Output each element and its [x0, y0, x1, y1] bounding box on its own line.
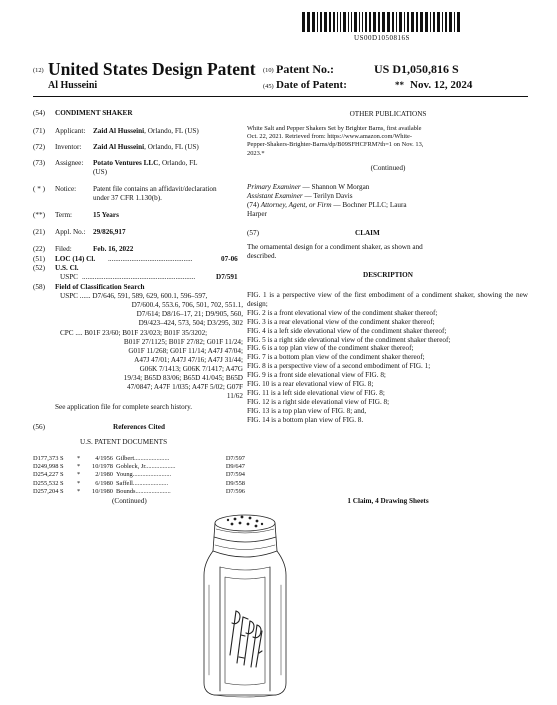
barcode-bar	[343, 12, 346, 32]
barcode-bar	[416, 12, 418, 32]
fig-description: FIG. 7 is a bottom plan view of the condiment shaker thereof;	[247, 353, 425, 362]
field-of-search-label: Field of Classification Search	[55, 283, 145, 291]
fig-description: FIG. 13 is a top plan view of FIG. 8; and,	[247, 406, 367, 415]
barcode-bar	[320, 12, 322, 32]
description-text	[247, 291, 528, 425]
applicant-value: Zaid Al Husseini, Orlando, FL (US)	[93, 127, 199, 135]
header-divider	[33, 96, 528, 97]
barcode-bar	[324, 12, 327, 32]
barcode-bar	[449, 12, 452, 32]
loc-label: LOC (14) Cl.	[55, 255, 96, 263]
assistant-examiner: Assistant Examiner — Terilyn Davis	[247, 192, 353, 200]
uspc-value: D7/591	[216, 273, 238, 281]
claims-count: 1 Claim, 4 Drawing Sheets	[347, 497, 429, 505]
barcode-bar	[411, 12, 414, 32]
field-58-code: (58)	[33, 283, 45, 291]
appl-no-label: Appl. No.:	[55, 228, 86, 236]
claim-title: CLAIM	[355, 229, 380, 237]
notice-code: ( * )	[33, 185, 45, 193]
barcode-bar	[362, 12, 363, 32]
filed-label: Filed:	[55, 245, 72, 253]
patent-type-title: United States Design Patent	[48, 59, 256, 79]
other-publications-text: White Salt and Pepper Shakers Set by Brighter Barns, first available Oct. 22, 2021. Retrieved from: https://www.amazon.com/White- Pepper-Shakers-Brighter-Barns/dp/B09SFHCFRM?th=1 on Nov. 13, 2023.*	[247, 125, 424, 157]
patent-number-label: Patent No.:	[276, 62, 334, 76]
barcode-bar	[312, 12, 315, 32]
barcode-bar	[382, 12, 385, 32]
fig-description: FIG. 9 is a front side elevational view of FIG. 8;	[247, 371, 386, 380]
barcode-bar	[333, 12, 335, 32]
inventor-label: Inventor:	[55, 143, 82, 151]
barcode-bar	[302, 12, 305, 32]
fig-description: FIG. 6 is a top plan view of the condiment shaker thereof;	[247, 344, 414, 353]
fig-description: FIG. 14 is a bottom plan view of FIG. 8.	[247, 415, 364, 424]
applicant-label: Applicant:	[55, 127, 86, 135]
barcode-bar	[396, 12, 397, 32]
barcode-bar	[433, 12, 435, 32]
design-title: CONDIMENT SHAKER	[55, 109, 133, 117]
loc-value: 07-06	[221, 255, 238, 263]
attorney-cont: Harper	[247, 210, 267, 218]
barcode-bar	[445, 12, 447, 32]
field-22-code: (22)	[33, 245, 45, 253]
fig-description: FIG. 2 is a front elevational view of the condiment shaker thereof;	[247, 308, 438, 317]
search-history-note: See application file for complete search history.	[55, 403, 193, 411]
fcs-uspc-lines: D7/600.4, 553.6, 706, 501, 702, 551.1, D7/614; D8/16–17, 21; D9/905, 560, D9/423–424, 573, 504; D3/295, 302	[131, 301, 243, 327]
claim-text: The ornamental design for a condiment shaker, as shown and described.	[247, 243, 423, 260]
fig-description: FIG. 11 is a left side elevational view of FIG. 8;	[247, 388, 385, 397]
barcode-bar	[378, 12, 380, 32]
fig-description: FIG. 10 is a rear elevational view of FIG. 8;	[247, 380, 374, 389]
reference-row: D177,373 S * 4/1956 Gilbert ...................... D7/597	[33, 455, 245, 462]
barcode-bar	[420, 12, 423, 32]
references-cited-label: References Cited	[113, 423, 165, 431]
references-continued: (Continued)	[112, 497, 147, 505]
uspc-label: USPC	[60, 273, 78, 281]
filed-value: Feb. 16, 2022	[93, 245, 134, 253]
barcode-bar	[437, 12, 440, 32]
term-label: Term:	[55, 211, 73, 219]
notice-label: Notice:	[55, 185, 77, 193]
us-patent-docs-label: U.S. PATENT DOCUMENTS	[80, 438, 168, 446]
barcode-bar	[425, 12, 428, 32]
barcode-bar	[404, 12, 405, 32]
barcode-bar	[359, 12, 360, 32]
date-stars: **	[395, 80, 404, 90]
date-of-patent-label: Date of Patent:	[276, 79, 347, 91]
barcode-bar	[387, 12, 390, 32]
field-56-code: (56)	[33, 423, 45, 431]
fcs-uspc-lead: USPC ...... D7/646, 591, 589, 629, 600.1, 596–597,	[60, 292, 208, 300]
barcode-bar	[354, 12, 357, 32]
reference-row: D254,227 S * 2/1980 Young ........................ D7/594	[33, 471, 245, 479]
field-73-code: (73)	[33, 159, 45, 167]
barcode-bar	[407, 12, 409, 32]
barcode-bars	[302, 12, 462, 32]
condiment-shaker-drawing	[190, 505, 300, 700]
reference-row: D249,998 S * 10/1978 Gobleck, Jr. .................. D9/647	[33, 463, 245, 471]
barcode-bar	[329, 12, 331, 32]
barcode-bar	[307, 12, 310, 32]
fig-description: FIG. 8 is a perspective view of a second embodiment of FIG. 1;	[247, 362, 431, 371]
header-code-10: (10)	[263, 67, 274, 74]
field-54-code: (54)	[33, 109, 45, 117]
field-71-code: (71)	[33, 127, 45, 135]
fig-description: FIG. 4 is a left side elevational view of the condiment shaker thereof;	[247, 326, 447, 335]
field-72-code: (72)	[33, 143, 45, 151]
barcode	[302, 12, 462, 42]
field-52-code: (52)	[33, 264, 45, 272]
other-publications-continued: (Continued)	[370, 164, 406, 172]
references-table	[33, 455, 245, 496]
fcs-cpc-lead: CPC .... B01F 23/60; B01F 23/023; B01F 35/3202;	[60, 329, 208, 337]
field-51-code: (51)	[33, 255, 45, 263]
fig-description: FIG. 3 is a rear elevational view of the condiment shaker thereof;	[247, 317, 435, 326]
fcs-cpc-lines: B01F 27/1125; B01F 27/82; G01F 11/24; G01F 11/268; G01F 11/14; A47J 47/04; A47J 47/01; A47J 47/16; A47J 31/44; G06K 7/1413; G06K 7/1417; A47G 19/34; B65D 83/06; B65D 41/045; B65D 47/0847; A47F 1/035; A47F 5/02; G07F 11/62	[123, 338, 243, 400]
inventor-value: Zaid Al Husseini, Orlando, FL (US)	[93, 143, 199, 151]
appl-no-value: 29/826,917	[93, 228, 126, 236]
barcode-bar	[348, 12, 349, 32]
barcode-bar	[369, 12, 371, 32]
barcode-bar	[399, 12, 402, 32]
patent-number: US D1,050,816 S	[374, 62, 459, 76]
reference-row: D257,204 S * 10/1980 Bounds ...................... D7/596	[33, 487, 245, 495]
barcode-bar	[442, 12, 443, 32]
assignee-label: Assignee:	[55, 159, 84, 167]
header-code-12: (12)	[33, 67, 44, 74]
loc-dots: ...............................................	[108, 255, 193, 263]
barcode-bar	[351, 12, 352, 32]
barcode-bar	[337, 12, 338, 32]
barcode-bar	[457, 12, 460, 32]
barcode-bar	[454, 12, 455, 32]
claim-code: (57)	[247, 229, 259, 237]
primary-examiner: Primary Examiner — Shannon W Morgan	[247, 183, 370, 191]
barcode-bar	[392, 12, 394, 32]
barcode-bar	[430, 12, 431, 32]
field-21-code: (21)	[33, 228, 45, 236]
reference-row: D255,532 S * 6/1980 Saffell ...................... D9/558	[33, 479, 245, 487]
header-inventor: Al Husseini	[48, 80, 98, 91]
date-of-patent: Nov. 12, 2024	[410, 79, 473, 91]
other-publications-title: OTHER PUBLICATIONS	[349, 110, 427, 118]
assignee-value: Potato Ventures LLC, Orlando, FL (US)	[93, 159, 198, 176]
barcode-bar	[373, 12, 376, 32]
uspc-dots: ...............................................................	[82, 273, 196, 281]
term-value: 15 Years	[93, 211, 119, 219]
fig-description: FIG. 1 is a perspective view of the first embodiment of a condiment shaker, showing the new design;	[247, 291, 528, 308]
fig-description: FIG. 5 is a right side elevational view of the condiment shaker thereof;	[247, 335, 451, 344]
description-title: DESCRIPTION	[363, 271, 413, 279]
barcode-bar	[317, 12, 318, 32]
fig-description: FIG. 12 is a right side elevational view of FIG. 8;	[247, 397, 390, 406]
attorney: (74) Attorney, Agent, or Firm — Bochner PLLC; Laura	[247, 201, 407, 209]
notice-text: Patent file contains an affidavit/declaration under 37 CFR 1.130(b).	[93, 185, 217, 202]
us-cl-label: U.S. Cl.	[55, 264, 79, 272]
barcode-number: US00D1050816S	[354, 34, 410, 42]
header-code-45: (45)	[263, 83, 274, 90]
barcode-bar	[365, 12, 367, 32]
term-code: (**)	[33, 211, 45, 219]
barcode-bar	[340, 12, 341, 32]
